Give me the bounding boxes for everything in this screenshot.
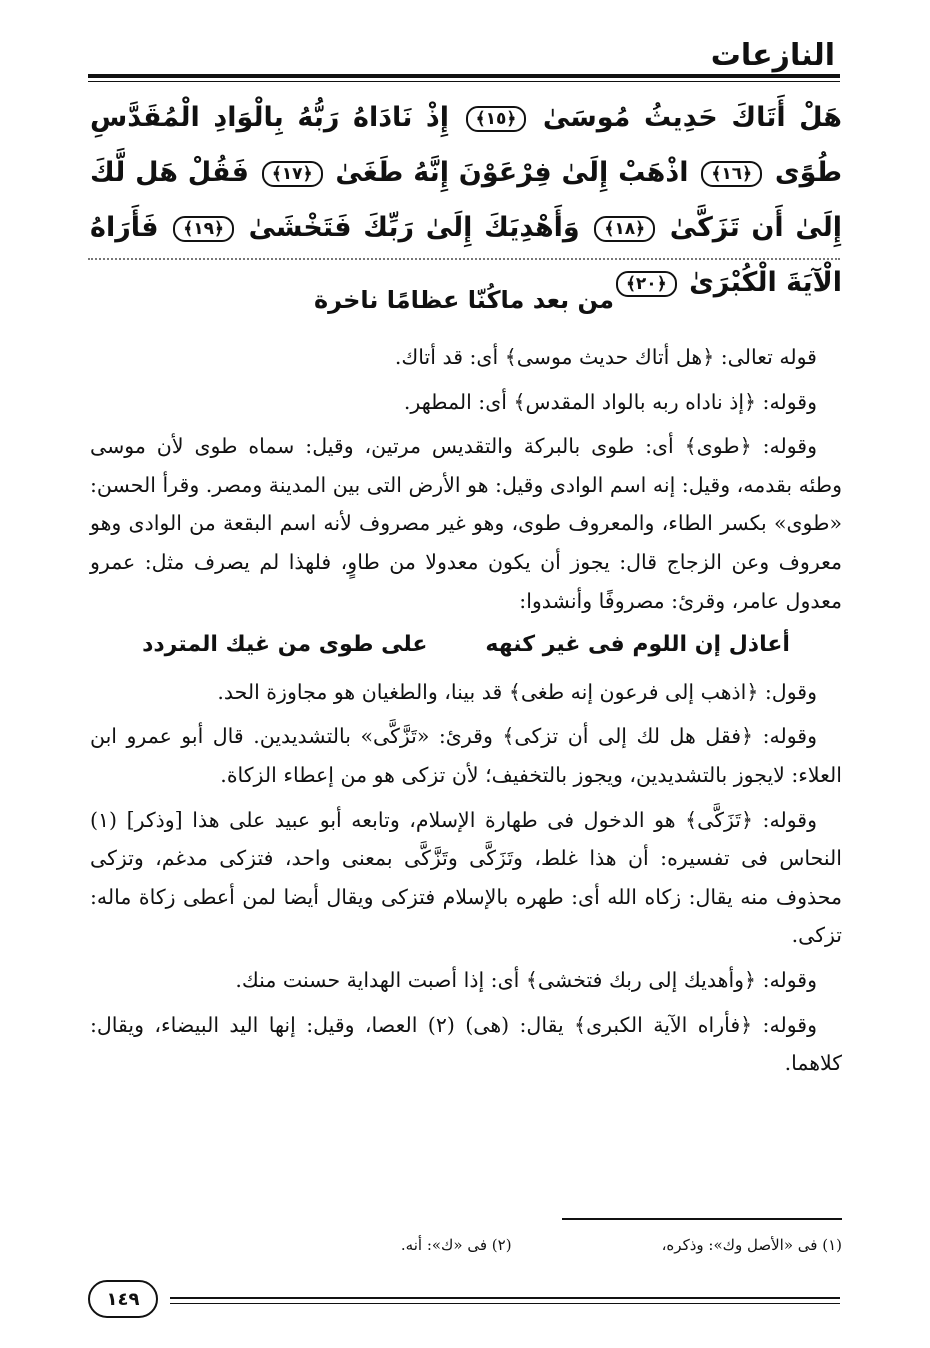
verse-text: فَأَرَاهُ الْآيَةَ الْكُبْرَىٰ [90, 212, 842, 298]
footer-rule-thick [170, 1297, 840, 1299]
ayah-number-marker: ﴿١٧﴾ [262, 161, 323, 187]
poem-verse [90, 626, 842, 665]
quran-verses [90, 90, 842, 310]
ayah-number-marker: ﴿١٥﴾ [466, 106, 527, 132]
footer-rule-thin [170, 1303, 840, 1304]
paragraph: وقول: ﴿اذهب إلى فرعون إنه طغى﴾ قد بينا، والطغيان هو مجاوزة الحد. [217, 679, 817, 704]
verse-text: فَقُلْ هَل لَّكَ إِلَىٰ أَن تَزَكَّىٰ [90, 157, 843, 243]
header-rule-thin [88, 81, 840, 82]
footnote: (٢) فى «ك»: أنه. [400, 1236, 512, 1254]
ayah-number-marker: ﴿١٩﴾ [173, 216, 234, 242]
paragraph: وقوله: ﴿تَزَكَّى﴾ هو الدخول فى طهارة الإسلام، وتابعه أبو عبيد على هذا [وذكر] (١) النحاس فى تفسيره: أن هذا غلط، وتَزَكَّى وتَزَّكَّى بمعنى واحد، فتزكى مدغم، وتزكى محذوف منه يقال: زكاه الله أى: طهره بالإسلام فتزكى ويقال أيضا لمن أعطى زكاة ماله: تزكى. [90, 807, 842, 948]
page-number: ١٤٩ [88, 1280, 158, 1318]
verses-separator [88, 258, 840, 260]
section-title: من بعد ماكُنّا عظامًا ناخرة [313, 286, 614, 314]
verse-text: اذْهَبْ إِلَىٰ فِرْعَوْنَ إِنَّهُ طَغَىٰ [335, 157, 689, 188]
paragraph: وقوله: ﴿فأراه الآية الكبرى﴾ يقال: (هى) (٢) العصا، وقيل: إنها اليد البيضاء، ويقال: كلاهما. [90, 1012, 842, 1076]
paragraph: وقوله: ﴿فقل هل لك إلى أن تزكى﴾ وقرئ: «تَزَّكَّى» بالتشديدين. قال أبو عمرو ابن العلاء: لايجوز بالتشديدين، ويجوز بالتخفيف؛ لأن تزكى هو من إعطاء الزكاة. [90, 724, 842, 787]
paragraph: وقوله: ﴿إذ ناداه ربه بالواد المقدس﴾ أى: المطهر. [403, 389, 817, 414]
paragraph: وقوله: ﴿طوى﴾ أى: طوى بالبركة والتقديس مرتين، وقيل: سماه طوى لأن موسى وطئه بقدمه، وقيل: إنه اسم الوادى وقيل: هو الأرض التى بين المدينة ومصر. وقرأ الحسن: «طوى» بكسر الطاء، والمعروف طوى، وهو غير مصروف لأنه اسم البقعة من الوادى وهو معروف وعن الزجاج قال: يجوز أن يكون معدولا من طاوٍ، فلهذا لم يصرف مثل: عمرو معدول عامر، وقرئ: مصروفًا وأنشدوا: [90, 434, 842, 613]
header-rule-thick [88, 74, 840, 78]
verse-text: وَأَهْدِيَكَ إِلَىٰ رَبِّكَ فَتَخْشَىٰ [248, 212, 580, 243]
footnotes [90, 1236, 842, 1254]
footnote: (١) فى «الأصل وك»: وذكره، [661, 1236, 842, 1254]
poem-second-hemistich: على طوى من غيك المتردد [142, 632, 428, 658]
ayah-number-marker: ﴿٢٠﴾ [616, 271, 677, 297]
surah-name-header: النازعات [710, 38, 835, 73]
verse-text: إِذْ نَادَاهُ رَبُّهُ بِالْوَادِ الْمُقَدَّسِ طُوًى [90, 102, 842, 188]
poem-first-hemistich: أعاذل إن اللوم فى غير كنهه [485, 632, 790, 658]
ayah-number-marker: ﴿١٨﴾ [594, 216, 655, 242]
paragraph: قوله تعالى: ﴿هل أتاك حديث موسى﴾ أى: قد أتاك. [394, 345, 817, 369]
commentary-body [90, 338, 842, 1089]
ayah-number-marker: ﴿١٦﴾ [701, 161, 762, 187]
verse-text: هَلْ أَتَاكَ حَدِيثُ مُوسَىٰ [542, 102, 842, 133]
footnote-separator [562, 1218, 842, 1220]
paragraph: وقوله: ﴿وأهديك إلى ربك فتخشى﴾ أى: إذا أصبت الهداية حسنت منك. [235, 967, 817, 992]
